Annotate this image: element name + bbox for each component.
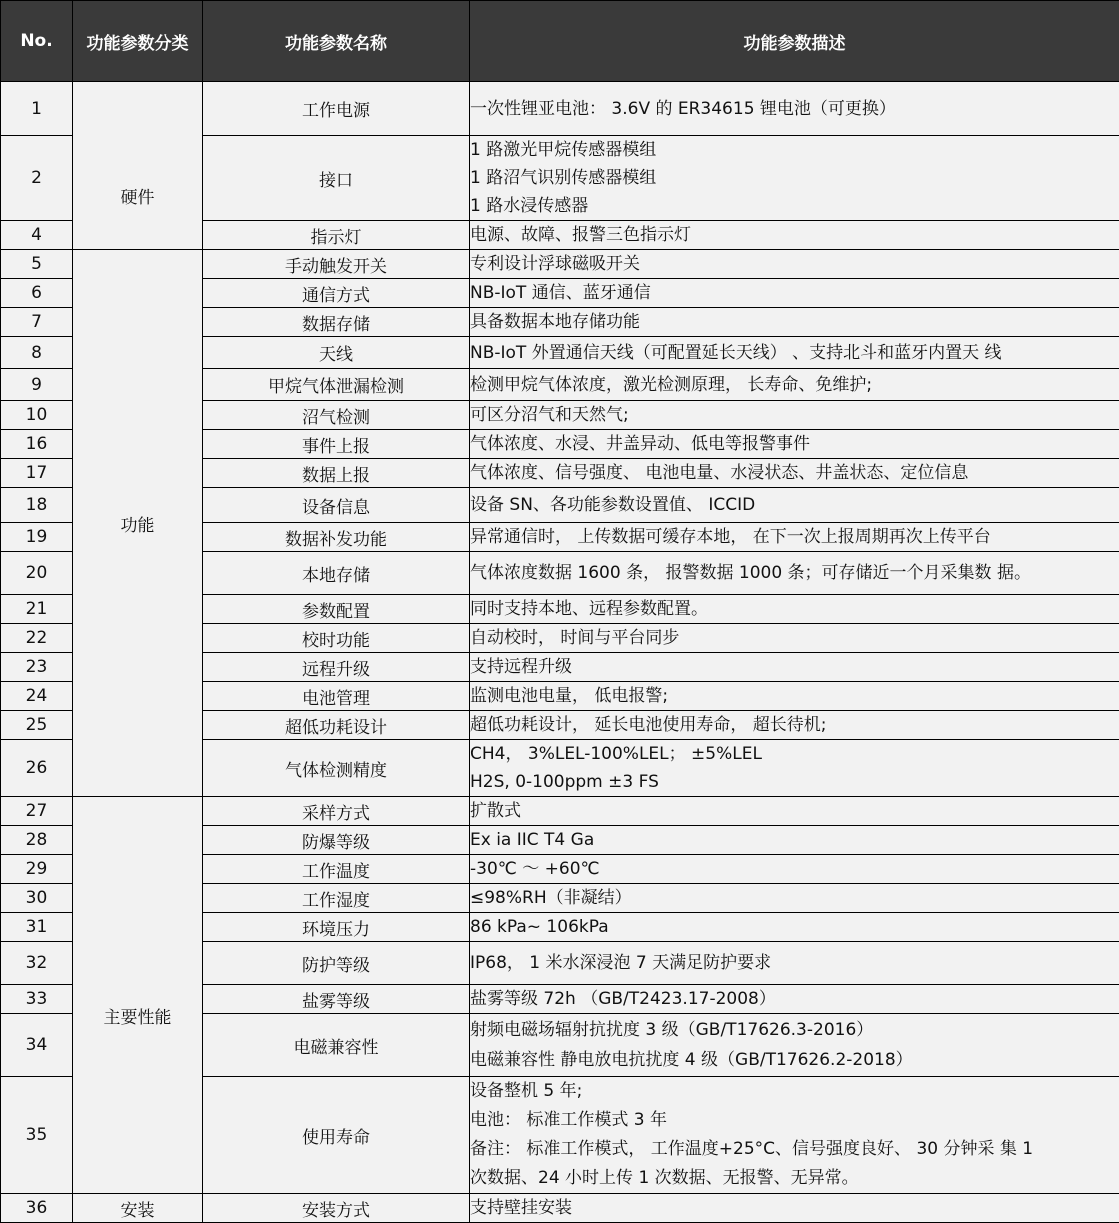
row-no: 26 [1, 740, 73, 797]
category-performance: 主要性能 [73, 797, 203, 1194]
row-desc: 监测电池电量， 低电报警; [470, 682, 1119, 711]
row-no: 5 [1, 250, 73, 279]
row-desc: 盐雾等级 72h （GB/T2423.17-2008） [470, 985, 1119, 1014]
row-no: 17 [1, 459, 73, 488]
row-no: 33 [1, 985, 73, 1014]
row-name: 远程升级 [203, 653, 470, 682]
row-no: 22 [1, 624, 73, 653]
row-name: 设备信息 [203, 488, 470, 523]
row-desc: -30℃ ～ +60℃ [470, 855, 1119, 884]
row-desc: 超低功耗设计， 延长电池使用寿命， 超长待机; [470, 711, 1119, 740]
row-name: 气体检测精度 [203, 740, 470, 797]
row-name: 本地存储 [203, 552, 470, 595]
row-name: 数据存储 [203, 308, 470, 337]
row-desc: Ex ia IIC T4 Ga [470, 826, 1119, 855]
header-name: 功能参数名称 [203, 1, 470, 82]
header-description: 功能参数描述 [470, 1, 1119, 82]
row-name: 超低功耗设计 [203, 711, 470, 740]
row-desc: 86 kPa~ 106kPa [470, 913, 1119, 942]
row-desc: 1 路激光甲烷传感器模组 1 路沼气识别传感器模组 1 路水浸传感器 [470, 136, 1119, 221]
category-hardware: 硬件 [73, 82, 203, 250]
table-row [1, 1194, 1119, 1223]
row-no: 1 [1, 82, 73, 136]
row-desc: 专利设计浮球磁吸开关 [470, 250, 1119, 279]
row-name: 指示灯 [203, 221, 470, 250]
row-desc: 气体浓度、水浸、井盖异动、低电等报警事件 [470, 430, 1119, 459]
row-desc: 异常通信时， 上传数据可缓存本地， 在下一次上报周期再次上传平台 [470, 523, 1119, 552]
row-no: 8 [1, 337, 73, 369]
row-name: 环境压力 [203, 913, 470, 942]
row-no: 10 [1, 401, 73, 430]
row-name: 数据上报 [203, 459, 470, 488]
row-name: 通信方式 [203, 279, 470, 308]
row-name: 校时功能 [203, 624, 470, 653]
row-no: 28 [1, 826, 73, 855]
row-name: 使用寿命 [203, 1077, 470, 1194]
header-category: 功能参数分类 [73, 1, 203, 82]
header-no: No. [1, 1, 73, 82]
row-desc: 电源、故障、报警三色指示灯 [470, 221, 1119, 250]
row-desc: 自动校时， 时间与平台同步 [470, 624, 1119, 653]
row-name: 参数配置 [203, 595, 470, 624]
row-no: 32 [1, 942, 73, 985]
row-no: 27 [1, 797, 73, 826]
row-desc: 检测甲烷气体浓度，激光检测原理， 长寿命、免维护; [470, 369, 1119, 401]
row-name: 防爆等级 [203, 826, 470, 855]
row-desc: 射频电磁场辐射抗扰度 3 级（GB/T17626.3-2016） 电磁兼容性 静电放电抗扰度 4 级（GB/T17626.2-2018） [470, 1014, 1119, 1077]
row-desc: 支持远程升级 [470, 653, 1119, 682]
row-desc: 气体浓度数据 1600 条， 报警数据 1000 条；可存储近一个月采集数 据。 [470, 552, 1119, 595]
row-no: 36 [1, 1194, 73, 1223]
row-no: 29 [1, 855, 73, 884]
row-no: 2 [1, 136, 73, 221]
row-desc: 气体浓度、信号强度、 电池电量、水浸状态、井盖状态、定位信息 [470, 459, 1119, 488]
row-name: 工作温度 [203, 855, 470, 884]
row-no: 34 [1, 1014, 73, 1077]
row-name: 数据补发功能 [203, 523, 470, 552]
header-row [1, 1, 1119, 82]
row-no: 21 [1, 595, 73, 624]
row-desc: 具备数据本地存储功能 [470, 308, 1119, 337]
row-desc: 可区分沼气和天然气; [470, 401, 1119, 430]
row-desc: NB-IoT 通信、蓝牙通信 [470, 279, 1119, 308]
row-desc: CH4， 3%LEL-100%LEL； ±5%LEL H2S, 0-100ppm ±3 FS [470, 740, 1119, 797]
row-name: 天线 [203, 337, 470, 369]
category-function: 功能 [73, 250, 203, 797]
row-desc: 支持壁挂安装 [470, 1194, 1119, 1223]
row-name: 盐雾等级 [203, 985, 470, 1014]
row-no: 20 [1, 552, 73, 595]
row-no: 9 [1, 369, 73, 401]
row-desc: IP68， 1 米水深浸泡 7 天满足防护要求 [470, 942, 1119, 985]
table-row [1, 250, 1119, 279]
row-desc: 一次性锂亚电池： 3.6V 的 ER34615 锂电池（可更换） [470, 82, 1119, 136]
row-desc: NB-IoT 外置通信天线（可配置延长天线） 、支持北斗和蓝牙内置天 线 [470, 337, 1119, 369]
row-no: 30 [1, 884, 73, 913]
row-no: 4 [1, 221, 73, 250]
row-name: 接口 [203, 136, 470, 221]
row-name: 工作电源 [203, 82, 470, 136]
table-row [1, 797, 1119, 826]
row-name: 电池管理 [203, 682, 470, 711]
row-no: 25 [1, 711, 73, 740]
row-desc: ≤98%RH（非凝结） [470, 884, 1119, 913]
row-no: 19 [1, 523, 73, 552]
row-no: 24 [1, 682, 73, 711]
row-name: 沼气检测 [203, 401, 470, 430]
category-install: 安装 [73, 1194, 203, 1223]
row-name: 防护等级 [203, 942, 470, 985]
row-name: 事件上报 [203, 430, 470, 459]
row-desc: 同时支持本地、远程参数配置。 [470, 595, 1119, 624]
table-row [1, 82, 1119, 136]
row-name: 采样方式 [203, 797, 470, 826]
row-name: 手动触发开关 [203, 250, 470, 279]
row-no: 18 [1, 488, 73, 523]
row-no: 16 [1, 430, 73, 459]
row-no: 7 [1, 308, 73, 337]
row-desc: 设备 SN、各功能参数设置值、 ICCID [470, 488, 1119, 523]
row-name: 工作湿度 [203, 884, 470, 913]
row-name: 甲烷气体泄漏检测 [203, 369, 470, 401]
row-no: 35 [1, 1077, 73, 1194]
row-name: 安装方式 [203, 1194, 470, 1223]
row-no: 23 [1, 653, 73, 682]
row-name: 电磁兼容性 [203, 1014, 470, 1077]
row-desc: 设备整机 5 年; 电池： 标准工作模式 3 年 备注： 标准工作模式， 工作温度+25°C、信号强度良好、 30 分钟采 集 1 次数据、24 小时上传 1 次数据、无报警、无异常。 [470, 1077, 1119, 1194]
row-desc: 扩散式 [470, 797, 1119, 826]
row-no: 31 [1, 913, 73, 942]
row-no: 6 [1, 279, 73, 308]
